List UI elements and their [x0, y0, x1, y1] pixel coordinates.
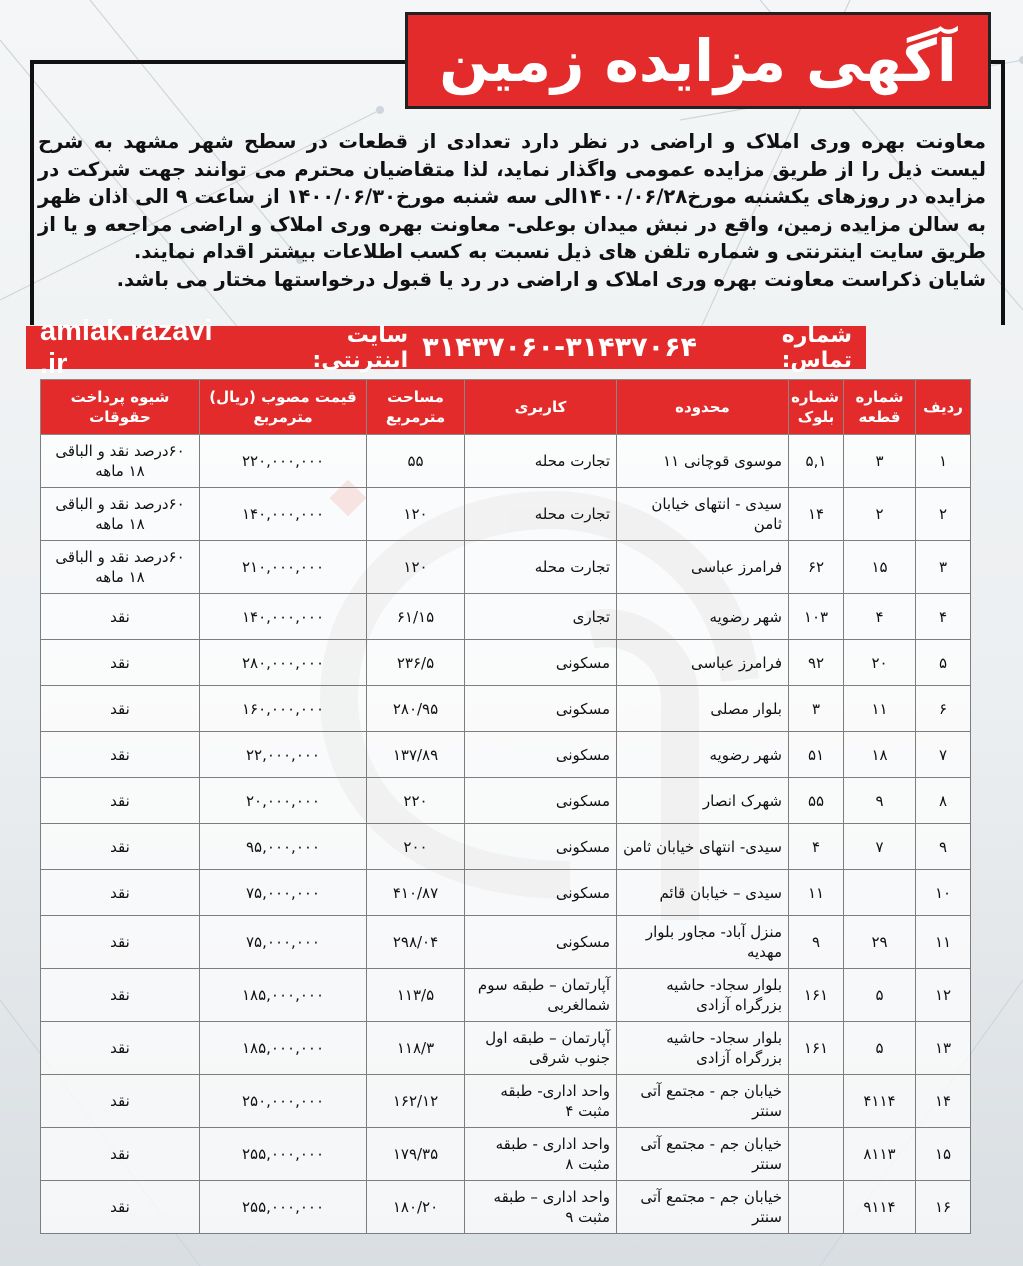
table-row — [41, 488, 971, 541]
cell-row: ۲ — [916, 488, 971, 541]
cell-lot: ۹ — [844, 778, 916, 824]
cell-lot: ۱۸ — [844, 732, 916, 778]
cell-row: ۹ — [916, 824, 971, 870]
cell-row: ۶ — [916, 686, 971, 732]
cell-size: ۲۳۶/۵ — [367, 640, 465, 686]
cell-block: ۱۴ — [789, 488, 844, 541]
cell-size: ۱۳۷/۸۹ — [367, 732, 465, 778]
cell-lot: ۷ — [844, 824, 916, 870]
cell-price: ۲۲۰,۰۰۰,۰۰۰ — [200, 435, 367, 488]
cell-usage: آپارتمان – طبقه اول جنوب شرقی — [465, 1022, 617, 1075]
cell-row: ۱۰ — [916, 870, 971, 916]
table-row — [41, 686, 971, 732]
cell-payment: نقد — [41, 640, 200, 686]
cell-usage: واحد اداری – طبقه مثبت ۹ — [465, 1181, 617, 1234]
cell-usage: آپارتمان – طبقه سوم شمالغربی — [465, 969, 617, 1022]
table-row — [41, 541, 971, 594]
cell-block — [789, 1075, 844, 1128]
cell-area: موسوی قوچانی ۱۱ — [617, 435, 789, 488]
cell-price: ۱۴۰,۰۰۰,۰۰۰ — [200, 594, 367, 640]
cell-row: ۱۱ — [916, 916, 971, 969]
phone-label: شماره تماس: — [781, 322, 852, 373]
header-row-number: ردیف — [916, 380, 971, 435]
cell-payment: نقد — [41, 594, 200, 640]
cell-area: شهر رضویه — [617, 732, 789, 778]
cell-row: ۷ — [916, 732, 971, 778]
cell-size: ۱۲۰ — [367, 541, 465, 594]
table-row — [41, 824, 971, 870]
cell-lot: ۲۰ — [844, 640, 916, 686]
cell-usage: تجاری — [465, 594, 617, 640]
header-size: مساحت مترمربع — [367, 380, 465, 435]
cell-payment: نقد — [41, 778, 200, 824]
intro-text: معاونت بهره وری املاک و اراضی در نظر دارد تعدادی از قطعات در سطح شهر مشهد به شرح لیست ذیل را از طریق مزایده عمومی واگذار نماید، لذا متقاضیان محترم می توانند جهت شرکت در مزایده در روزهای یکشنبه مورخ۱۴۰۰/۰۶/۲۸الی سه شنبه مورخ۱۴۰۰/۰۶/۳۰ از ساعت ۹ الی اذان ظهر به سالن مزایده زمین، واقع در نبش میدان بوعلی- معاونت بهره وری املاک و اراضی مراجعه و یا از طریق سایت اینترنتی و شماره تلفن های ذیل نسبت به کسب اطلاعات بیشتر اقدام نمایند. — [38, 130, 986, 263]
cell-price: ۱۴۰,۰۰۰,۰۰۰ — [200, 488, 367, 541]
cell-price: ۱۸۵,۰۰۰,۰۰۰ — [200, 1022, 367, 1075]
cell-payment: نقد — [41, 916, 200, 969]
cell-payment: نقد — [41, 686, 200, 732]
cell-usage: تجارت محله — [465, 488, 617, 541]
table-row — [41, 870, 971, 916]
auction-table — [40, 379, 971, 1234]
table-row — [41, 594, 971, 640]
cell-payment: نقد — [41, 870, 200, 916]
header-price: قیمت مصوب (ریال) مترمربع — [200, 380, 367, 435]
cell-usage: تجارت محله — [465, 541, 617, 594]
cell-size: ۱۲۰ — [367, 488, 465, 541]
title-banner — [405, 12, 991, 109]
site-label: سایت اینترنتی: — [312, 322, 409, 373]
cell-size: ۱۱۸/۳ — [367, 1022, 465, 1075]
table-header-row — [41, 380, 971, 435]
cell-size: ۲۸۰/۹۵ — [367, 686, 465, 732]
cell-price: ۱۸۵,۰۰۰,۰۰۰ — [200, 969, 367, 1022]
cell-payment: نقد — [41, 1022, 200, 1075]
cell-size: ۲۲۰ — [367, 778, 465, 824]
cell-size: ۶۱/۱۵ — [367, 594, 465, 640]
cell-price: ۷۵,۰۰۰,۰۰۰ — [200, 916, 367, 969]
cell-price: ۲۵۵,۰۰۰,۰۰۰ — [200, 1181, 367, 1234]
header-block-number: شماره بلوک — [789, 380, 844, 435]
cell-price: ۲۰,۰۰۰,۰۰۰ — [200, 778, 367, 824]
cell-lot: ۱۱ — [844, 686, 916, 732]
cell-usage: مسکونی — [465, 870, 617, 916]
table-row — [41, 1128, 971, 1181]
header-usage: کاربری — [465, 380, 617, 435]
cell-payment: نقد — [41, 969, 200, 1022]
cell-lot: ۸۱۱۳ — [844, 1128, 916, 1181]
cell-lot: ۲ — [844, 488, 916, 541]
cell-usage: مسکونی — [465, 778, 617, 824]
cell-lot: ۱۵ — [844, 541, 916, 594]
cell-usage: مسکونی — [465, 732, 617, 778]
cell-size: ۱۷۹/۳۵ — [367, 1128, 465, 1181]
table-row — [41, 969, 971, 1022]
cell-row: ۸ — [916, 778, 971, 824]
cell-area: منزل آباد- مجاور بلوار مهدیه — [617, 916, 789, 969]
table-row — [41, 732, 971, 778]
cell-row: ۱۴ — [916, 1075, 971, 1128]
cell-area: خیابان جم - مجتمع آتی سنتر — [617, 1128, 789, 1181]
cell-area: خیابان جم - مجتمع آتی سنتر — [617, 1075, 789, 1128]
cell-block: ۵۱ — [789, 732, 844, 778]
header-payment: شیوه پرداخت حقوقات — [41, 380, 200, 435]
cell-block: ۵,۱ — [789, 435, 844, 488]
cell-payment: نقد — [41, 732, 200, 778]
cell-size: ۴۱۰/۸۷ — [367, 870, 465, 916]
table-row — [41, 1181, 971, 1234]
table-body — [41, 435, 971, 1234]
cell-area: سیدی - انتهای خیابان ثامن — [617, 488, 789, 541]
cell-area: شهرک انصار — [617, 778, 789, 824]
page-title: آگهی مزایده زمین — [439, 26, 957, 95]
cell-block: ۳ — [789, 686, 844, 732]
cell-block: ۵۵ — [789, 778, 844, 824]
cell-area: شهر رضویه — [617, 594, 789, 640]
cell-size: ۲۹۸/۰۴ — [367, 916, 465, 969]
cell-price: ۲۸۰,۰۰۰,۰۰۰ — [200, 640, 367, 686]
cell-area: بلوار سجاد- حاشیه بزرگراه آزادی — [617, 969, 789, 1022]
cell-price: ۲۵۵,۰۰۰,۰۰۰ — [200, 1128, 367, 1181]
cell-payment: ۶۰درصد نقد و الباقی ۱۸ ماهه — [41, 488, 200, 541]
cell-lot: ۴ — [844, 594, 916, 640]
cell-size: ۱۶۲/۱۲ — [367, 1075, 465, 1128]
header-area: محدوده — [617, 380, 789, 435]
phone-numbers: ۳۱۴۳۷۰۶۰-۳۱۴۳۷۰۶۴ — [422, 332, 698, 363]
table-row — [41, 916, 971, 969]
cell-row: ۱۳ — [916, 1022, 971, 1075]
cell-area: فرامرز عباسی — [617, 640, 789, 686]
cell-price: ۹۵,۰۰۰,۰۰۰ — [200, 824, 367, 870]
cell-price: ۷۵,۰۰۰,۰۰۰ — [200, 870, 367, 916]
cell-lot: ۵ — [844, 969, 916, 1022]
cell-payment: نقد — [41, 1128, 200, 1181]
table-row — [41, 778, 971, 824]
cell-usage: واحد اداری - طبقه مثبت ۸ — [465, 1128, 617, 1181]
cell-usage: واحد اداری- طبقه مثبت ۴ — [465, 1075, 617, 1128]
cell-area: بلوار سجاد- حاشیه بزرگراه آزادی — [617, 1022, 789, 1075]
cell-area: بلوار مصلی — [617, 686, 789, 732]
cell-usage: مسکونی — [465, 824, 617, 870]
cell-block: ۱۰۳ — [789, 594, 844, 640]
cell-size: ۱۸۰/۲۰ — [367, 1181, 465, 1234]
cell-usage: مسکونی — [465, 686, 617, 732]
cell-block: ۱۶۱ — [789, 969, 844, 1022]
cell-payment: نقد — [41, 1075, 200, 1128]
cell-lot: ۲۹ — [844, 916, 916, 969]
cell-usage: مسکونی — [465, 916, 617, 969]
cell-block: ۶۲ — [789, 541, 844, 594]
table-row — [41, 435, 971, 488]
intro-paragraph — [38, 128, 986, 293]
cell-area: فرامرز عباسی — [617, 541, 789, 594]
cell-block: ۱۶۱ — [789, 1022, 844, 1075]
table-row — [41, 1075, 971, 1128]
cell-row: ۱۲ — [916, 969, 971, 1022]
cell-lot: ۹۱۱۴ — [844, 1181, 916, 1234]
cell-area: خیابان جم - مجتمع آتی سنتر — [617, 1181, 789, 1234]
cell-payment: ۶۰درصد نقد و الباقی ۱۸ ماهه — [41, 541, 200, 594]
site-link[interactable]: amlak.razavi .ir — [40, 314, 213, 380]
cell-block: ۴ — [789, 824, 844, 870]
cell-price: ۲۵۰,۰۰۰,۰۰۰ — [200, 1075, 367, 1128]
cell-payment: ۶۰درصد نقد و الباقی ۱۸ ماهه — [41, 435, 200, 488]
cell-row: ۴ — [916, 594, 971, 640]
cell-area: سیدی – خیابان قائم — [617, 870, 789, 916]
header-lot-number: شماره قطعه — [844, 380, 916, 435]
cell-lot — [844, 870, 916, 916]
cell-row: ۱۶ — [916, 1181, 971, 1234]
cell-block: ۱۱ — [789, 870, 844, 916]
cell-price: ۱۶۰,۰۰۰,۰۰۰ — [200, 686, 367, 732]
cell-price: ۲۲,۰۰۰,۰۰۰ — [200, 732, 367, 778]
cell-row: ۳ — [916, 541, 971, 594]
contact-bar — [26, 314, 866, 380]
cell-row: ۵ — [916, 640, 971, 686]
cell-row: ۱ — [916, 435, 971, 488]
cell-block — [789, 1181, 844, 1234]
cell-lot: ۳ — [844, 435, 916, 488]
intro-note: شایان ذکراست معاونت بهره وری املاک و اراضی در رد یا قبول درخواستها مختار می باشد. — [116, 267, 986, 291]
cell-area: سیدی- انتهای خیابان ثامن — [617, 824, 789, 870]
cell-size: ۲۰۰ — [367, 824, 465, 870]
cell-block — [789, 1128, 844, 1181]
cell-row: ۱۵ — [916, 1128, 971, 1181]
cell-usage: مسکونی — [465, 640, 617, 686]
cell-size: ۱۱۳/۵ — [367, 969, 465, 1022]
table-row — [41, 1022, 971, 1075]
cell-price: ۲۱۰,۰۰۰,۰۰۰ — [200, 541, 367, 594]
cell-lot: ۴۱۱۴ — [844, 1075, 916, 1128]
table-row — [41, 640, 971, 686]
cell-usage: تجارت محله — [465, 435, 617, 488]
cell-payment: نقد — [41, 824, 200, 870]
cell-lot: ۵ — [844, 1022, 916, 1075]
cell-size: ۵۵ — [367, 435, 465, 488]
cell-block: ۹۲ — [789, 640, 844, 686]
cell-payment: نقد — [41, 1181, 200, 1234]
cell-block: ۹ — [789, 916, 844, 969]
